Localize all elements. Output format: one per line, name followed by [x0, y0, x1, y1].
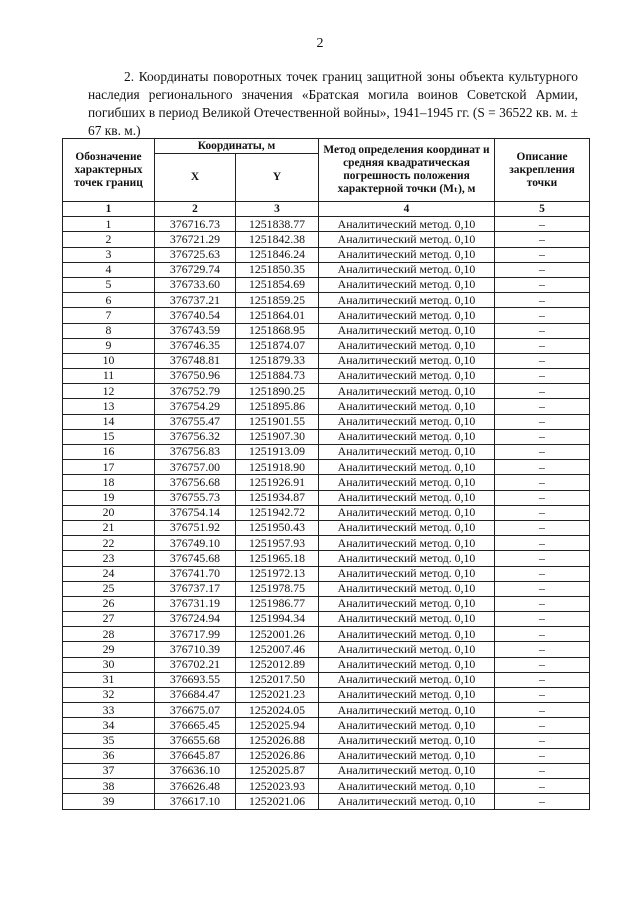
table-row: [63, 551, 590, 566]
description-cell: –: [495, 763, 590, 778]
method-cell: Аналитический метод. 0,10: [319, 688, 495, 703]
point-number: 21: [63, 520, 155, 535]
method-cell: Аналитический метод. 0,10: [319, 247, 495, 262]
coordinate-x: 376755.47: [155, 414, 236, 429]
coordinate-y: 1252012.89: [236, 657, 319, 672]
coordinate-y: 1252025.94: [236, 718, 319, 733]
table-row: [63, 384, 590, 399]
column-index: 2: [155, 202, 236, 217]
coordinate-x: 376754.14: [155, 505, 236, 520]
coordinate-y: 1252025.87: [236, 763, 319, 778]
table-row: [63, 748, 590, 763]
column-index: 4: [319, 202, 495, 217]
coordinate-x: 376757.00: [155, 460, 236, 475]
table-row: [63, 490, 590, 505]
method-cell: Аналитический метод. 0,10: [319, 657, 495, 672]
header-method: Метод определения координат и средняя квадратическая погрешность положения характерной точки (Mₜ), м: [319, 139, 495, 202]
description-cell: –: [495, 551, 590, 566]
coordinate-y: 1251842.38: [236, 232, 319, 247]
method-cell: Аналитический метод. 0,10: [319, 490, 495, 505]
table-row: [63, 672, 590, 687]
description-cell: –: [495, 460, 590, 475]
method-cell: Аналитический метод. 0,10: [319, 642, 495, 657]
description-cell: –: [495, 490, 590, 505]
description-cell: –: [495, 596, 590, 611]
coordinate-y: 1252026.86: [236, 748, 319, 763]
point-number: 2: [63, 232, 155, 247]
coordinate-x: 376675.07: [155, 703, 236, 718]
point-number: 13: [63, 399, 155, 414]
point-number: 23: [63, 551, 155, 566]
method-cell: Аналитический метод. 0,10: [319, 612, 495, 627]
point-number: 31: [63, 672, 155, 687]
table-row: [63, 612, 590, 627]
coordinate-y: 1251972.13: [236, 566, 319, 581]
description-cell: –: [495, 779, 590, 794]
header-y: Y: [236, 154, 319, 202]
table-row: [63, 718, 590, 733]
method-cell: Аналитический метод. 0,10: [319, 262, 495, 277]
point-number: 8: [63, 323, 155, 338]
description-cell: –: [495, 627, 590, 642]
coordinate-y: 1251884.73: [236, 369, 319, 384]
coordinate-x: 376737.17: [155, 581, 236, 596]
method-cell: Аналитический метод. 0,10: [319, 429, 495, 444]
point-number: 17: [63, 460, 155, 475]
coordinate-y: 1252001.26: [236, 627, 319, 642]
description-cell: –: [495, 536, 590, 551]
point-number: 11: [63, 369, 155, 384]
coordinate-x: 376737.21: [155, 293, 236, 308]
method-cell: Аналитический метод. 0,10: [319, 399, 495, 414]
table-row: [63, 475, 590, 490]
table-row: [63, 323, 590, 338]
description-cell: –: [495, 642, 590, 657]
coordinate-x: 376754.29: [155, 399, 236, 414]
coordinate-x: 376751.92: [155, 520, 236, 535]
coordinate-y: 1251942.72: [236, 505, 319, 520]
point-number: 33: [63, 703, 155, 718]
method-cell: Аналитический метод. 0,10: [319, 277, 495, 292]
description-cell: –: [495, 657, 590, 672]
coordinate-x: 376756.32: [155, 429, 236, 444]
coordinate-x: 376749.10: [155, 536, 236, 551]
point-number: 25: [63, 581, 155, 596]
method-cell: Аналитический метод. 0,10: [319, 551, 495, 566]
description-cell: –: [495, 217, 590, 232]
coordinate-x: 376702.21: [155, 657, 236, 672]
coordinate-x: 376717.99: [155, 627, 236, 642]
method-cell: Аналитический метод. 0,10: [319, 505, 495, 520]
table-row: [63, 536, 590, 551]
table-row: [63, 247, 590, 262]
point-number: 36: [63, 748, 155, 763]
description-cell: –: [495, 733, 590, 748]
coordinate-y: 1251901.55: [236, 414, 319, 429]
coordinate-x: 376743.59: [155, 323, 236, 338]
coordinate-x: 376665.45: [155, 718, 236, 733]
column-index: 5: [495, 202, 590, 217]
coordinate-y: 1251879.33: [236, 353, 319, 368]
coordinate-x: 376655.68: [155, 733, 236, 748]
description-cell: –: [495, 520, 590, 535]
point-number: 29: [63, 642, 155, 657]
description-cell: –: [495, 323, 590, 338]
coordinate-y: 1251838.77: [236, 217, 319, 232]
coordinate-y: 1251994.34: [236, 612, 319, 627]
table-row: [63, 733, 590, 748]
coordinate-x: 376741.70: [155, 566, 236, 581]
point-number: 5: [63, 277, 155, 292]
method-cell: Аналитический метод. 0,10: [319, 475, 495, 490]
table-row: [63, 338, 590, 353]
table-row: [63, 779, 590, 794]
table-row: [63, 460, 590, 475]
description-cell: –: [495, 384, 590, 399]
coordinate-y: 1251874.07: [236, 338, 319, 353]
description-cell: –: [495, 232, 590, 247]
description-cell: –: [495, 308, 590, 323]
coordinate-y: 1251859.25: [236, 293, 319, 308]
table-row: [63, 277, 590, 292]
method-cell: Аналитический метод. 0,10: [319, 581, 495, 596]
coordinate-y: 1251895.86: [236, 399, 319, 414]
header-x: X: [155, 154, 236, 202]
coordinate-x: 376733.60: [155, 277, 236, 292]
table-row: [63, 414, 590, 429]
table-row: [63, 308, 590, 323]
method-cell: Аналитический метод. 0,10: [319, 703, 495, 718]
point-number: 24: [63, 566, 155, 581]
coordinate-y: 1252024.05: [236, 703, 319, 718]
table-row: [63, 353, 590, 368]
description-cell: –: [495, 794, 590, 809]
description-cell: –: [495, 445, 590, 460]
coordinate-y: 1251965.18: [236, 551, 319, 566]
point-number: 9: [63, 338, 155, 353]
coordinate-y: 1251907.30: [236, 429, 319, 444]
point-number: 37: [63, 763, 155, 778]
coordinate-y: 1252007.46: [236, 642, 319, 657]
coordinate-y: 1251978.75: [236, 581, 319, 596]
description-cell: –: [495, 353, 590, 368]
coordinate-x: 376750.96: [155, 369, 236, 384]
point-number: 34: [63, 718, 155, 733]
coordinate-y: 1251950.43: [236, 520, 319, 535]
point-number: 30: [63, 657, 155, 672]
method-cell: Аналитический метод. 0,10: [319, 353, 495, 368]
description-cell: –: [495, 262, 590, 277]
coordinate-y: 1251854.69: [236, 277, 319, 292]
method-cell: Аналитический метод. 0,10: [319, 445, 495, 460]
header-designation: Обозначение характерных точек границ: [63, 139, 155, 202]
table-body: [63, 217, 590, 809]
coordinate-x: 376755.73: [155, 490, 236, 505]
description-cell: –: [495, 369, 590, 384]
method-cell: Аналитический метод. 0,10: [319, 232, 495, 247]
coordinate-y: 1252021.23: [236, 688, 319, 703]
column-index: 1: [63, 202, 155, 217]
coordinate-x: 376636.10: [155, 763, 236, 778]
point-number: 12: [63, 384, 155, 399]
description-cell: –: [495, 277, 590, 292]
table-row: [63, 596, 590, 611]
description-cell: –: [495, 566, 590, 581]
coordinate-x: 376617.10: [155, 794, 236, 809]
coordinate-x: 376756.83: [155, 445, 236, 460]
coordinate-y: 1252017.50: [236, 672, 319, 687]
point-number: 38: [63, 779, 155, 794]
header-row-1: [63, 139, 590, 154]
table-row: [63, 794, 590, 809]
method-cell: Аналитический метод. 0,10: [319, 414, 495, 429]
point-number: 18: [63, 475, 155, 490]
coordinate-y: 1252021.06: [236, 794, 319, 809]
table-row: [63, 627, 590, 642]
method-cell: Аналитический метод. 0,10: [319, 460, 495, 475]
point-number: 27: [63, 612, 155, 627]
method-cell: Аналитический метод. 0,10: [319, 718, 495, 733]
coordinate-y: 1251957.93: [236, 536, 319, 551]
coordinates-table: [62, 138, 590, 810]
header-description: Описание закрепления точки: [495, 139, 590, 202]
description-cell: –: [495, 505, 590, 520]
coordinate-y: 1251850.35: [236, 262, 319, 277]
table-row: [63, 520, 590, 535]
method-cell: Аналитический метод. 0,10: [319, 779, 495, 794]
method-cell: Аналитический метод. 0,10: [319, 384, 495, 399]
point-number: 6: [63, 293, 155, 308]
table-row: [63, 262, 590, 277]
method-cell: Аналитический метод. 0,10: [319, 672, 495, 687]
description-cell: –: [495, 748, 590, 763]
method-cell: Аналитический метод. 0,10: [319, 217, 495, 232]
coordinate-x: 376740.54: [155, 308, 236, 323]
table-row: [63, 566, 590, 581]
coordinate-x: 376693.55: [155, 672, 236, 687]
coordinate-x: 376710.39: [155, 642, 236, 657]
method-cell: Аналитический метод. 0,10: [319, 733, 495, 748]
point-number: 1: [63, 217, 155, 232]
method-cell: Аналитический метод. 0,10: [319, 596, 495, 611]
table-row: [63, 581, 590, 596]
header-coordinates: Координаты, м: [155, 139, 319, 154]
description-cell: –: [495, 688, 590, 703]
method-cell: Аналитический метод. 0,10: [319, 763, 495, 778]
description-cell: –: [495, 612, 590, 627]
section-heading: 2. Координаты поворотных точек границ защитной зоны объекта культурного наследия регионального значения «Братская могила воинов Советской Армии, погибших в период Великой Отечественной войны», 1941–1945 гг. (S = 36522 кв. м. ± 67 кв. м.): [88, 69, 578, 138]
description-cell: –: [495, 338, 590, 353]
description-cell: –: [495, 293, 590, 308]
point-number: 26: [63, 596, 155, 611]
table-row: [63, 293, 590, 308]
coordinate-x: 376724.94: [155, 612, 236, 627]
coordinate-y: 1251934.87: [236, 490, 319, 505]
method-cell: Аналитический метод. 0,10: [319, 308, 495, 323]
coordinate-y: 1252026.88: [236, 733, 319, 748]
coordinate-y: 1251846.24: [236, 247, 319, 262]
table-row: [63, 232, 590, 247]
description-cell: –: [495, 581, 590, 596]
column-index-row: [63, 202, 590, 217]
table-row: [63, 642, 590, 657]
method-cell: Аналитический метод. 0,10: [319, 293, 495, 308]
method-cell: Аналитический метод. 0,10: [319, 323, 495, 338]
description-cell: –: [495, 718, 590, 733]
description-cell: –: [495, 399, 590, 414]
coordinate-y: 1252023.93: [236, 779, 319, 794]
coordinate-y: 1251926.91: [236, 475, 319, 490]
description-cell: –: [495, 703, 590, 718]
table-row: [63, 445, 590, 460]
table-row: [63, 217, 590, 232]
coordinate-y: 1251986.77: [236, 596, 319, 611]
coordinate-y: 1251913.09: [236, 445, 319, 460]
coordinate-x: 376731.19: [155, 596, 236, 611]
coordinate-x: 376756.68: [155, 475, 236, 490]
point-number: 4: [63, 262, 155, 277]
page-number: 2: [316, 36, 324, 51]
coordinate-x: 376626.48: [155, 779, 236, 794]
table-row: [63, 369, 590, 384]
method-cell: Аналитический метод. 0,10: [319, 338, 495, 353]
method-cell: Аналитический метод. 0,10: [319, 794, 495, 809]
table-row: [63, 505, 590, 520]
method-cell: Аналитический метод. 0,10: [319, 520, 495, 535]
table-row: [63, 688, 590, 703]
table-row: [63, 657, 590, 672]
point-number: 35: [63, 733, 155, 748]
coordinate-y: 1251890.25: [236, 384, 319, 399]
coordinate-x: 376748.81: [155, 353, 236, 368]
point-number: 39: [63, 794, 155, 809]
method-cell: Аналитический метод. 0,10: [319, 369, 495, 384]
description-cell: –: [495, 672, 590, 687]
point-number: 20: [63, 505, 155, 520]
point-number: 7: [63, 308, 155, 323]
point-number: 22: [63, 536, 155, 551]
point-number: 19: [63, 490, 155, 505]
coordinate-x: 376725.63: [155, 247, 236, 262]
coordinate-x: 376684.47: [155, 688, 236, 703]
coordinate-y: 1251864.01: [236, 308, 319, 323]
table-row: [63, 703, 590, 718]
method-cell: Аналитический метод. 0,10: [319, 566, 495, 581]
method-cell: Аналитический метод. 0,10: [319, 627, 495, 642]
coordinate-x: 376752.79: [155, 384, 236, 399]
point-number: 15: [63, 429, 155, 444]
point-number: 14: [63, 414, 155, 429]
point-number: 16: [63, 445, 155, 460]
description-cell: –: [495, 475, 590, 490]
description-cell: –: [495, 414, 590, 429]
method-cell: Аналитический метод. 0,10: [319, 748, 495, 763]
coordinate-x: 376721.29: [155, 232, 236, 247]
table-row: [63, 399, 590, 414]
column-index: 3: [236, 202, 319, 217]
point-number: 10: [63, 353, 155, 368]
point-number: 3: [63, 247, 155, 262]
coordinate-x: 376729.74: [155, 262, 236, 277]
coordinate-x: 376716.73: [155, 217, 236, 232]
coordinate-y: 1251918.90: [236, 460, 319, 475]
method-cell: Аналитический метод. 0,10: [319, 536, 495, 551]
table-row: [63, 763, 590, 778]
table-row: [63, 429, 590, 444]
point-number: 32: [63, 688, 155, 703]
coordinate-x: 376745.68: [155, 551, 236, 566]
description-cell: –: [495, 429, 590, 444]
coordinate-x: 376746.35: [155, 338, 236, 353]
description-cell: –: [495, 247, 590, 262]
point-number: 28: [63, 627, 155, 642]
coordinate-y: 1251868.95: [236, 323, 319, 338]
coordinate-x: 376645.87: [155, 748, 236, 763]
